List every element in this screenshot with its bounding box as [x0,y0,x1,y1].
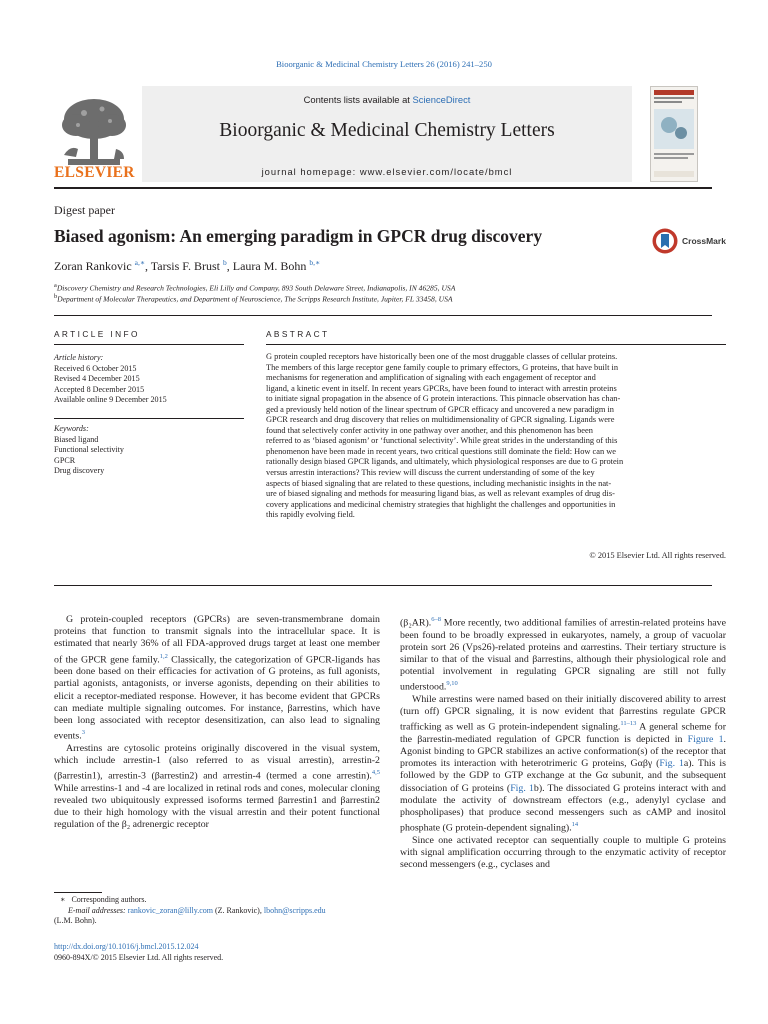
figure-ref-link[interactable]: Fig. 1 [510,782,534,794]
email-owner: (L.M. Bohn). [54,916,97,925]
figure-ref-link[interactable]: Figure 1 [687,733,724,745]
keyword-item: Drug discovery [54,466,105,475]
body-text: Arrestins are cytosolic proteins originally discovered in the visual system, which include arrestin-1 (also referred to as visual arrestin), arrestin-2 (βarrestin1), arrestin-3 (βarrestin2) and arrestin-4 (termed a cone arrestin). [54,742,380,782]
publisher-logo-text: ELSEVIER [54,164,135,181]
crossmark-label: CrossMark [682,236,726,246]
affiliation-a [54,282,455,293]
body-column-right [400,614,726,871]
author-name: Laura M. Bohn [232,259,307,273]
footnote-marker: ∗ [60,895,66,904]
body-text: Since one activated receptor can sequentially couple to multiple G proteins with signal amplification occurring through to the enzymatic activity of receptor second messengers (e.g., cyclases and [400,834,726,871]
section-rule [54,315,712,316]
body-text: b). The dissociated G proteins interact with and modulate the activity of downstream effectors (e.g., adenylyl cyclase and phospholipases) that produce second messengers such as cAMP and inositol phosphate (G protein-dependent signaling). [400,782,726,834]
body-text: More recently, two additional families of arrestin-related proteins have been found to be broadly expressed in eukaryotes, namely, a group of vacuolar protein sort 26 (Vps26)-related proteins and αarrestins. Their tertiary structure is similar to that of the visual and βarrestins, although their physiological role and potential involvement in regulating GPCR signaling are still not fully understood. [400,617,726,693]
citation-ref-link[interactable]: 9,10 [446,680,458,688]
journal-citation[interactable]: Bioorganic & Medicinal Chemistry Letters 26 (2016) 241–250 [276,59,492,69]
abstract-line: covery applications and medicinal chemistry strategies that highlight the challenges and opportunities in [266,499,616,509]
author-separator: , [144,259,151,273]
email-owner: (Z. Rankovic), [214,905,262,915]
body-paragraph [54,614,380,743]
history-label: Article history: [54,353,104,362]
abstract-line: G protein coupled receptors have historically been one of the most druggable classes of cellular proteins. [266,352,618,361]
article-history [54,353,167,406]
figure-ref-link[interactable]: Fig. 1 [659,758,684,770]
abstract-line: referred to as ‘biased agonism’ or ‘functional selectivity’. While great strides in the understanding of this [266,436,618,446]
abstract-line: to initiate signal propagation in the absence of G protein interactions. This pinnacle observation has chan- [266,394,621,404]
body-text: . Agonist binding to GPCR stabilizes an active conformation(s) of the receptor that promotes its interaction with heterotrimeric G proteins, Gαβγ ( [400,733,726,770]
body-paragraph [54,743,380,832]
sciencedirect-link[interactable]: ScienceDirect [412,94,471,105]
corresponding-footnote [54,895,326,927]
body-paragraph [400,614,726,694]
body-rule [54,585,712,586]
journal-name: Bioorganic & Medicinal Chemistry Letters [219,120,555,141]
doi-link[interactable]: http://dx.doi.org/10.1016/j.bmcl.2015.12.024 [54,942,199,951]
citation-ref-link[interactable]: 14 [571,821,579,829]
history-item: Received 6 October 2015 [54,363,137,373]
author-affiliation-marker[interactable]: b,∗ [309,258,321,267]
author-name: Tarsis F. Brust [150,259,220,273]
citation-ref-link[interactable]: 3 [81,729,85,737]
body-text: (β₂AR). [400,617,432,629]
history-item: Revised 4 December 2015 [54,374,140,383]
crossmark-badge[interactable] [652,228,732,256]
abstract-rule [266,344,726,345]
journal-cover-thumbnail[interactable] [650,86,698,182]
keywords [54,424,124,477]
footnote-rule [54,892,102,893]
abstract-line: phenomenon have been made in recent years, two critical questions still dominate the field: How can we [266,446,617,456]
abstract-line: versus arrestin interactions? This review will discuss the current understanding of some of the key [266,468,595,478]
body-paragraph [400,694,726,835]
citation-ref-link[interactable]: 6–8 [431,616,441,623]
author-affiliation-marker[interactable]: a,∗ [134,258,145,267]
email-label: E-mail addresses: [68,905,126,915]
author-name: Zoran Rankovic [54,259,132,273]
author-separator: , [226,259,233,273]
abstract-line: ure of biased signaling and methods for measuring ligand bias, as well as relevant examples of drug dis- [266,489,615,499]
issn-line: 0960-894X/© 2015 Elsevier Ltd. All rights reserved. [54,952,224,962]
citation-ref-link[interactable]: 4,5 [371,769,380,777]
abstract-line: mechanisms for regeneration and amplification of signaling with each engagement of receptor and [266,373,596,383]
abstract-line: aspects of biased signaling that are related to these questions, including mechanistic insights in the nat- [266,478,612,488]
article-info-heading: ARTICLE INFO [54,329,140,339]
affiliation-marker: b [54,293,58,300]
journal-cover-image-icon [651,87,697,181]
abstract-line: this rapidly evolving field. [266,510,355,520]
citation-ref-link[interactable]: 1,2 [159,652,168,660]
body-text: a). This is followed by the GDP to GTP exchange at the Gα subunit, and the subsequent dissociation of G proteins ( [400,758,726,794]
article-footer [54,942,223,963]
affiliation-text: Department of Molecular Therapeutics, and Department of Neuroscience, The Scripps Research Institute, Jupiter, FL 33458, USA [57,294,453,304]
crossmark-icon [652,228,678,254]
abstract-heading: ABSTRACT [266,329,330,339]
article-type: Digest paper [54,203,115,217]
abstract-line: ged a previously held notion of the linear spectrum of GPCR efficacy and uncovered a new paradigm in [266,404,614,414]
article-info-rule [54,344,244,345]
abstract-line: The members of this large receptor gene family couple to primary effectors, G proteins, that have built in [266,362,619,372]
body-column-left [54,614,380,831]
author-list [54,258,320,274]
keyword-item: Functional selectivity [54,445,124,454]
corresponding-label: Corresponding authors. [71,895,147,904]
abstract-line: found that selectively confer activity in one pathway over another, and this phenomenon has been [266,425,593,435]
email-link-bohn[interactable]: lbohn@scripps.edu [263,905,326,915]
masthead-rule [54,187,712,189]
abstract-line: ligand, a kinetic event in itself. In recent years GPCRs, have been found to interact with arrestin proteins [266,383,617,393]
keyword-item: Biased ligand [54,434,99,444]
citation-ref-link[interactable]: 11–13 [620,720,637,728]
contents-line: Contents lists available at ScienceDirect [303,94,471,105]
body-text: A general scheme for the βarrestin-mediated regulation of GPCR function is depicted in [400,721,726,745]
abstract-copyright: © 2015 Elsevier Ltd. All rights reserved. [589,551,726,560]
body-text: G protein-coupled receptors (GPCRs) are seven-transmembrane domain proteins that function to transmit signals into the intracellular space. It is estimated that nearly 36% of all FDA-approved drugs target at least one member of the GPCR gene family. [54,614,380,665]
history-item: Available online 9 December 2015 [54,395,167,404]
body-text: Classically, the categorization of GPCR-ligands has been done based on their efficacies for activation of G proteins, as full agonists, partial agonists, antagonists, or inverse agonists, depending on their abilities to elicit a receptor-mediated response. However, it has become evident that GPCRs can mediate multiple signaling outcomes. For instance, βarrestins, which have been long associated with receptor desensitization, can also lead to signaling events. [54,653,380,742]
affiliation-b [54,293,453,304]
body-text: While arrestins-1 and -4 are localized in retinal rods and cones, molecular cloning revealed two ubiquitously expressed isoforms termed βarrestin1 and βarrestin2 due to their high homology with the visual arrestin and their potent functional regulation of the β₂ adrenergic receptor [54,782,380,831]
abstract-text [266,352,726,521]
body-paragraph [400,835,726,872]
keywords-rule [54,418,244,419]
affiliation-marker: a [54,282,57,289]
article-title: Biased agonism: An emerging paradigm in GPCR drug discovery [54,226,543,246]
abstract-line: rationally design biased GPCR ligands, and ultimately, which physiological responses are due to G protein [266,457,624,467]
affiliation-text: Discovery Chemistry and Research Technologies, Eli Lilly and Company, 893 South Delaware Street, Indianapolis, IN 46285, USA [56,283,456,293]
email-link-rankovic[interactable]: rankovic_zoran@lilly.com [127,905,213,915]
keywords-label: Keywords: [54,424,89,433]
keyword-item: GPCR [54,455,76,465]
abstract-line: GPCR research and drug discovery that relies on multidimensionality of GPCR signaling. Ligands were [266,415,615,425]
author-affiliation-marker[interactable]: b [222,258,227,267]
body-text: While arrestins were named based on their initially discovered ability to arrest (turn off) GPCR signaling, it is now evident that βarrestins regulate GPCR trafficking as well as G protein-independent signaling. [400,693,726,733]
history-item: Accepted 8 December 2015 [54,384,145,394]
journal-homepage[interactable]: journal homepage: www.elsevier.com/locate/bmcl [261,166,513,177]
